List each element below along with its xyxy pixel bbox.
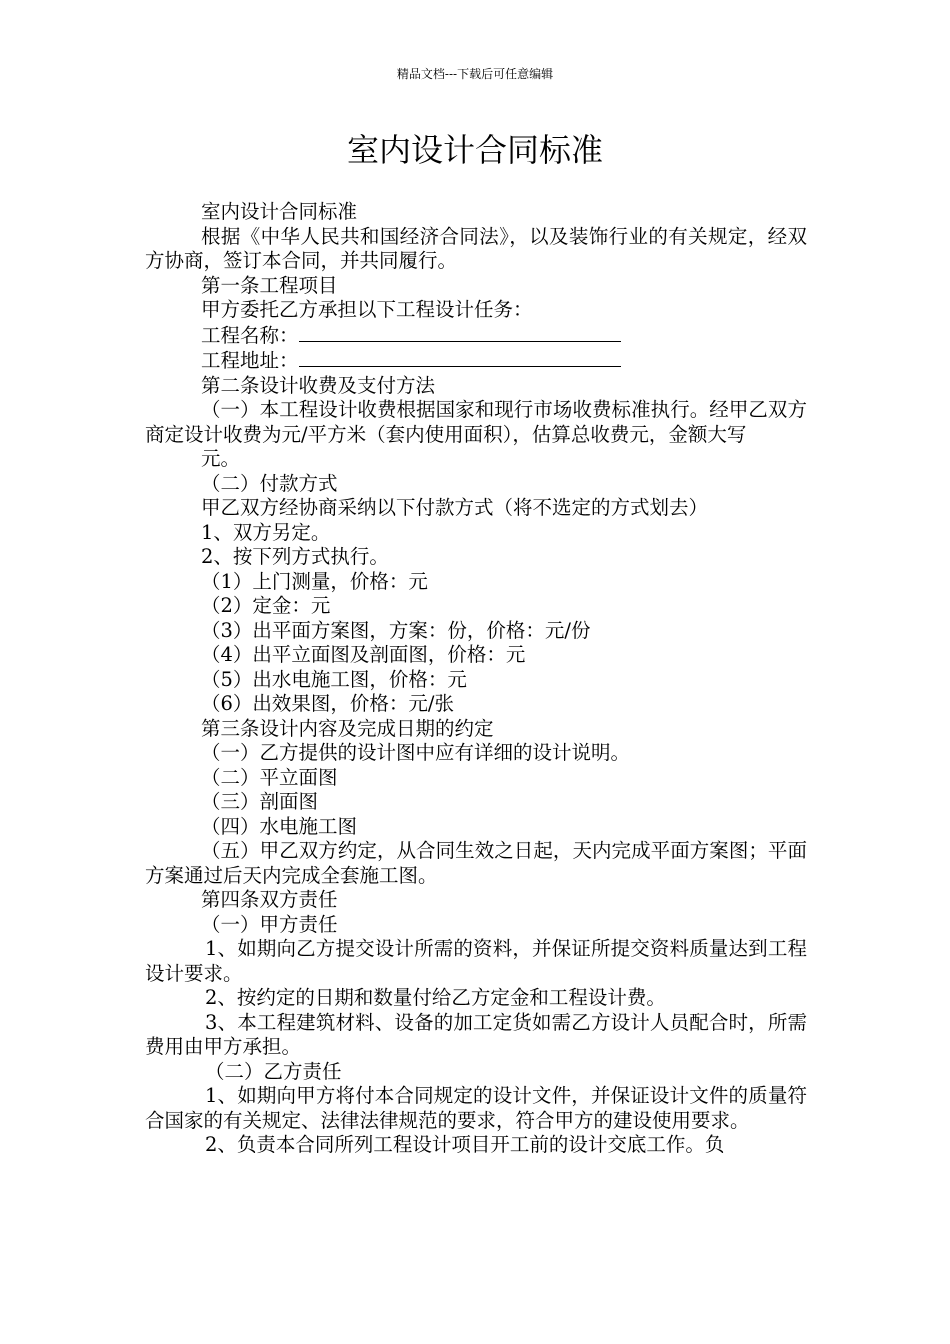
paragraph-text: （6）出效果图，价格：元/张	[201, 692, 454, 715]
paragraph-text: （一）甲方责任	[201, 912, 338, 936]
paragraph	[145, 545, 807, 570]
paragraph-text: （一）本工程设计收费根据国家和现行市场收费标准执行。经甲乙双方商定设计收费为元/平方米（套内使用面积），估算总收费元，金额大写	[145, 398, 807, 446]
paragraph-text: （五）甲乙双方约定，从合同生效之日起，天内完成平面方案图；平面方案通过后天内完成全套施工图。	[145, 839, 807, 887]
paragraph-text: 室内设计合同标准	[201, 200, 358, 223]
paragraph	[145, 741, 807, 766]
paragraph-text: 工程地址：	[201, 349, 299, 372]
paragraph-text: （二）平立面图	[201, 765, 338, 789]
paragraph	[145, 398, 807, 447]
paragraph-text: 2、按约定的日期和数量付给乙方定金和工程设计费。	[205, 986, 666, 1009]
paragraph	[145, 323, 807, 349]
paragraph	[145, 1133, 807, 1158]
paragraph-text: 根据《中华人民共和国经济合同法》，以及装饰行业的有关规定，经双方协商，签订本合同，并共同履行。	[145, 224, 807, 272]
paragraph	[145, 1060, 807, 1085]
paragraph-text: 1、双方另定。	[201, 520, 331, 544]
paragraph	[145, 200, 807, 225]
paragraph	[145, 521, 807, 546]
fill-in-blank-line[interactable]	[299, 348, 621, 367]
paragraph	[145, 298, 807, 323]
fill-in-blank-line[interactable]	[299, 323, 621, 342]
paragraph	[145, 766, 807, 791]
document-body	[145, 200, 807, 1158]
paragraph-text: （1）上门测量，价格：元	[201, 569, 428, 593]
paragraph	[145, 1084, 807, 1133]
paragraph-text: （5）出水电施工图，价格：元	[201, 667, 467, 691]
paragraph-text: 第三条设计内容及完成日期的约定	[201, 716, 494, 740]
paragraph	[145, 937, 807, 986]
paragraph-text: 3、本工程建筑材料、设备的加工定货如需乙方设计人员配合时，所需费用由甲方承担。	[145, 1010, 807, 1058]
paragraph-text: 第二条设计收费及支付方法	[201, 373, 436, 397]
paragraph	[145, 447, 807, 472]
paragraph	[145, 374, 807, 399]
paragraph	[145, 815, 807, 840]
paragraph-text: （4）出平立面图及剖面图，价格：元	[201, 643, 526, 666]
paragraph	[145, 274, 807, 299]
paragraph	[145, 790, 807, 815]
paragraph-text: 甲乙双方经协商采纳以下付款方式（将不选定的方式划去）	[201, 496, 709, 519]
page-header: 精品文档---下载后可任意编辑	[396, 67, 554, 81]
paragraph	[145, 913, 807, 938]
paragraph-text: （2）定金：元	[201, 594, 331, 617]
paragraph	[145, 643, 807, 668]
paragraph-text: 2、负责本合同所列工程设计项目开工前的设计交底工作。负	[205, 1133, 725, 1156]
paragraph	[145, 570, 807, 595]
paragraph	[145, 619, 807, 644]
paragraph	[145, 986, 807, 1011]
paragraph-text: 元。	[201, 447, 241, 470]
paragraph	[145, 594, 807, 619]
paragraph-text: （三）剖面图	[201, 790, 319, 813]
paragraph	[145, 348, 807, 374]
paragraph	[145, 839, 807, 888]
paragraph-text: （二）乙方责任	[205, 1059, 342, 1083]
paragraph	[145, 888, 807, 913]
paragraph-text: 1、如期向乙方提交设计所需的资料，并保证所提交资料质量达到工程设计要求。	[145, 937, 807, 985]
paragraph-text: 工程名称：	[201, 323, 299, 347]
paragraph	[145, 496, 807, 521]
paragraph-text: 2、按下列方式执行。	[201, 545, 389, 568]
paragraph-text: 第四条双方责任	[201, 888, 338, 911]
paragraph-text: 甲方委托乙方承担以下工程设计任务：	[201, 298, 533, 321]
paragraph-text: （3）出平面方案图，方案：份，价格：元/份	[201, 618, 591, 642]
paragraph-text: 1、如期向甲方将付本合同规定的设计文件，并保证设计文件的质量符合国家的有关规定、法律法律规范的要求，符合甲方的建设使用要求。	[145, 1084, 807, 1132]
paragraph	[145, 1011, 807, 1060]
paragraph	[145, 692, 807, 717]
paragraph	[145, 717, 807, 742]
paragraph	[145, 472, 807, 497]
paragraph-text: （二）付款方式	[201, 471, 338, 495]
paragraph-text: （一）乙方提供的设计图中应有详细的设计说明。	[201, 741, 631, 764]
paragraph	[145, 225, 807, 274]
paragraph-text: （四）水电施工图	[201, 814, 358, 838]
paragraph	[145, 668, 807, 693]
document-title: 室内设计合同标准	[346, 131, 603, 169]
paragraph-text: 第一条工程项目	[201, 273, 338, 297]
